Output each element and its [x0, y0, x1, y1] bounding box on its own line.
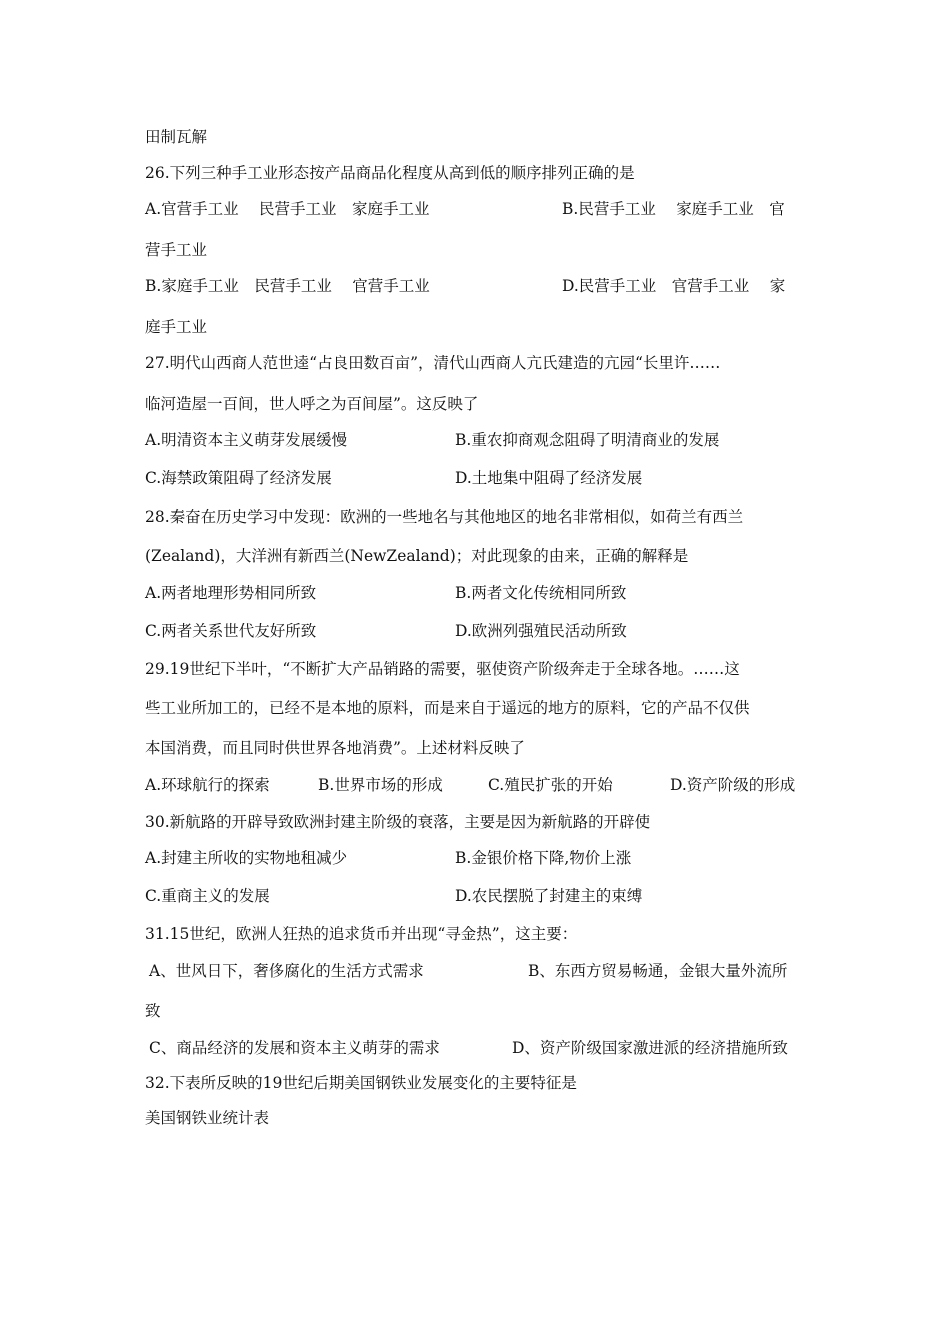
text-line: 致	[145, 1002, 161, 1020]
question-30-stem: 30.新航路的开辟导致欧洲封建主阶级的衰落，主要是因为新航路的开辟使	[145, 813, 651, 831]
q27-option-c: C.海禁政策阻碍了经济发展	[145, 469, 332, 487]
question-29-stem: 29.19世纪下半叶，“不断扩大产品销路的需要，驱使资产阶级奔走于全球各地。……这	[145, 660, 740, 678]
q31-option-b: B、东西方贸易畅通，金银大量外流所	[528, 962, 788, 980]
q26-option-a: A.官营手工业 民营手工业 家庭手工业	[145, 200, 430, 218]
text-line: 田制瓦解	[145, 128, 208, 146]
question-32-stem: 32.下表所反映的19世纪后期美国钢铁业发展变化的主要特征是	[145, 1074, 577, 1092]
question-27-stem-cont: 临河造屋一百间，世人呼之为百间屋”。这反映了	[145, 395, 479, 413]
q28-option-d: D.欧洲列强殖民活动所致	[455, 622, 627, 640]
q29-option-a: A.环球航行的探索	[145, 776, 270, 794]
q27-option-d: D.土地集中阻碍了经济发展	[455, 469, 643, 487]
q31-option-d: D、资产阶级国家激进派的经济措施所致	[512, 1039, 788, 1057]
q27-option-b: B.重农抑商观念阻碍了明清商业的发展	[455, 431, 720, 449]
question-27-stem: 27.明代山西商人范世逵“占良田数百亩”，清代山西商人亢氏建造的亢园“长里许……	[145, 354, 721, 372]
q28-option-c: C.两者关系世代友好所致	[145, 622, 317, 640]
q30-option-b: B.金银价格下降,物价上涨	[455, 849, 632, 867]
q31-option-a: A、世风日下，奢侈腐化的生活方式需求	[149, 962, 424, 980]
text-line: 庭手工业	[145, 318, 208, 336]
question-28-stem-cont: (Zealand)，大洋洲有新西兰(NewZealand)；对此现象的由来，正确的解释是	[145, 547, 689, 565]
question-31-stem: 31.15世纪，欧洲人狂热的追求货币并出现“寻金热”，这主要：	[145, 925, 578, 943]
question-29-stem-cont: 本国消费，而且同时供世界各地消费”。上述材料反映了	[145, 739, 525, 757]
q29-option-d: D.资产阶级的形成	[670, 776, 796, 794]
text-line: 营手工业	[145, 241, 208, 259]
q30-option-a: A.封建主所收的实物地租减少	[145, 849, 348, 867]
q26-option-b: B.民营手工业 家庭手工业 官	[562, 200, 785, 218]
q28-option-a: A.两者地理形势相同所致	[145, 584, 317, 602]
q30-option-d: D.农民摆脱了封建主的束缚	[455, 887, 643, 905]
q27-option-a: A.明清资本主义萌芽发展缓慢	[145, 431, 348, 449]
question-28-stem: 28.秦奋在历史学习中发现：欧洲的一些地名与其他地区的地名非常相似，如荷兰有西兰	[145, 508, 744, 526]
q26-option-d: D.民营手工业 官营手工业 家	[562, 277, 786, 295]
q31-option-c: C、商品经济的发展和资本主义萌芽的需求	[149, 1039, 440, 1057]
q29-option-c: C.殖民扩张的开始	[488, 776, 613, 794]
q30-option-c: C.重商主义的发展	[145, 887, 270, 905]
q26-option-b2: B.家庭手工业 民营手工业 官营手工业	[145, 277, 430, 295]
q29-option-b: B.世界市场的形成	[318, 776, 443, 794]
question-29-stem-cont: 些工业所加工的，已经不是本地的原料，而是来自于遥远的地方的原料，它的产品不仅供	[145, 699, 750, 717]
table-caption: 美国钢铁业统计表	[145, 1109, 270, 1127]
question-26-stem: 26.下列三种手工业形态按产品商品化程度从高到低的顺序排列正确的是	[145, 164, 635, 182]
q28-option-b: B.两者文化传统相同所致	[455, 584, 627, 602]
